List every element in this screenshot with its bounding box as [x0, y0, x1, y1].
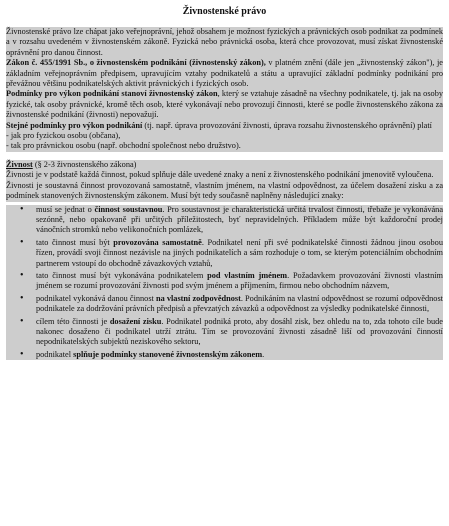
list-item-text: . Požadavkem provozování živnosti vlastním jménem se rozumí provozování živnosti pod svým jménem a příjmením, firmou nebo obchodním názvem,: [36, 270, 444, 291]
list-item-text: cílem této činnosti je: [36, 316, 110, 326]
list-item: [36, 350, 443, 360]
list-item: [36, 205, 443, 236]
list-item-bold: na vlastní zodpovědnost: [155, 293, 241, 303]
list-item: [36, 238, 443, 269]
list-item: [36, 294, 443, 315]
intro-block: [6, 27, 443, 152]
intro-paragraph-2-text: v platném znění (dále jen „živnostenský zákon"), je základním veřejnoprávním předpisem, upravujícím vztahy podnikatelů a státu a upravující základní podmínky podnikání pro převážnou většinu podnikatelských aktivit právnických i fyzických osob.: [6, 58, 443, 89]
intro-paragraph-4-bold: Stejné podmínky pro výkon podnikání: [6, 120, 143, 130]
intro-paragraph-3: [6, 89, 443, 120]
list-item-text: .: [262, 349, 265, 359]
list-item-text: tato činnost musí být vykonávána podnikatelem: [36, 270, 208, 280]
list-item-text: . Podnikatel podniká proto, aby dosáhl zisk, bez ohledu na to, zda tohoto cíle bude nakonec dosaženo či podnikatel utrží ztrátu. Tím se provozování živnosti zásadně liší od provozování činností nepodnikatelských subjektů neziskového sektoru,: [36, 316, 443, 347]
list-item: [36, 271, 443, 292]
list-item-text: podnikatel: [36, 349, 74, 359]
list-item-text: . Pro soustavnost je charakteristická určitá trvalost činnosti, třebaže je vykonávána sezónně, nebo opakovaně při určitých příležitostech, byť nepravidelných. Příkladem může být každoroční prodej vánočních stromků nebo velikonočních pomlázek,: [36, 204, 443, 235]
definition-paragraph-1: Živnosti je v podstatě každá činnost, pokud splňuje dále uvedené znaky a není z živnostenského podnikání jmenovitě vyloučena.: [6, 170, 434, 180]
list-item-bold: činnost soustavnou: [94, 204, 163, 214]
section-heading: [6, 160, 443, 170]
list-item-bold: dosažení zisku: [109, 316, 162, 326]
document-title: Živnostenské právo: [182, 6, 267, 17]
intro-paragraph-2: [6, 58, 443, 89]
list-item-bold: pod vlastním jménem: [207, 270, 288, 280]
intro-list-line-1: - jak pro fyzickou osobu (občana),: [6, 131, 121, 141]
section-block: [6, 160, 443, 202]
intro-paragraph-3-bold: Podmínky pro výkon podnikání stanoví živnostenský zákon: [6, 89, 218, 99]
section-heading-bold: Živnost: [6, 159, 33, 169]
definition-paragraph-2: Živnosti je soustavná činnost provozovaná samostatně, vlastním jménem, na vlastní odpovědnost, za účelem dosažení zisku a za podmínek stanovených živnostenským zákonem. Musí být tedy současně naplněny následující znaky:: [6, 180, 443, 201]
section-heading-ref: (§ 2-3 živnostenského zákona): [32, 159, 137, 169]
list-item-bold: provozována samostatně: [113, 237, 202, 247]
intro-paragraph-3-text: , který se vztahuje zásadně na všechny podnikatele, tj. jak na osoby fyzické, tak osoby právnické, kromě těch osob, které vykonávají nebo provozují činnosti, které se podle živnostenského zákona za živnostenské podnikání (živnosti) nepovažují.: [6, 89, 444, 120]
list-item: [36, 317, 443, 348]
intro-paragraph-4: [6, 121, 443, 131]
list-item-text: musí se jednat o: [36, 204, 95, 214]
intro-paragraph-1: Živnostenské právo lze chápat jako veřejnoprávní, jehož obsahem je možnost fyzických a právnických osob podnikat za podmínek a v rozsahu uvedeném v živnostenském zákoně. Fyzická nebo právnická osoba, která chce provozovat, musí získat živnostenské oprávnění pro danou činnost.: [6, 27, 443, 57]
intro-list-line-2: - tak pro právnickou osobu (např. obchodní společnost nebo družstvo).: [6, 141, 241, 151]
list-item-text: tato činnost musí být: [36, 237, 114, 247]
criteria-list: [6, 205, 443, 361]
list-item-bold: splňuje podmínky stanovené živnostenským zákonem: [73, 349, 263, 359]
intro-paragraph-2-bold: Zákon č. 455/1991 Sb., o živnostenském podnikání (živnostenský zákon),: [6, 58, 266, 68]
list-item-text: podnikatel vykonává danou činnost: [36, 293, 156, 303]
intro-paragraph-4-text: (tj. např. úprava provozování živnosti, úprava rozsahu živnostenského oprávnění) platí: [142, 120, 432, 130]
list-item-text: . Podnikatel není při své podnikatelské činnosti žádnou jinou osobou řízen, provádí svoji činnost nezávisle na jiných podnikatelích a sám rozhoduje o tom, se kterým potenciálním obchodním partnerem vstoupí do obchodně závazkových vztahů,: [36, 237, 443, 268]
list-item-text: . Podnikáním na vlastní odpovědnost se rozumí odpovědnost podnikatele za dodržování právních předpisů a převzatých závazků a odpovědnost za výsledky podnikatelské činnosti,: [36, 293, 443, 314]
